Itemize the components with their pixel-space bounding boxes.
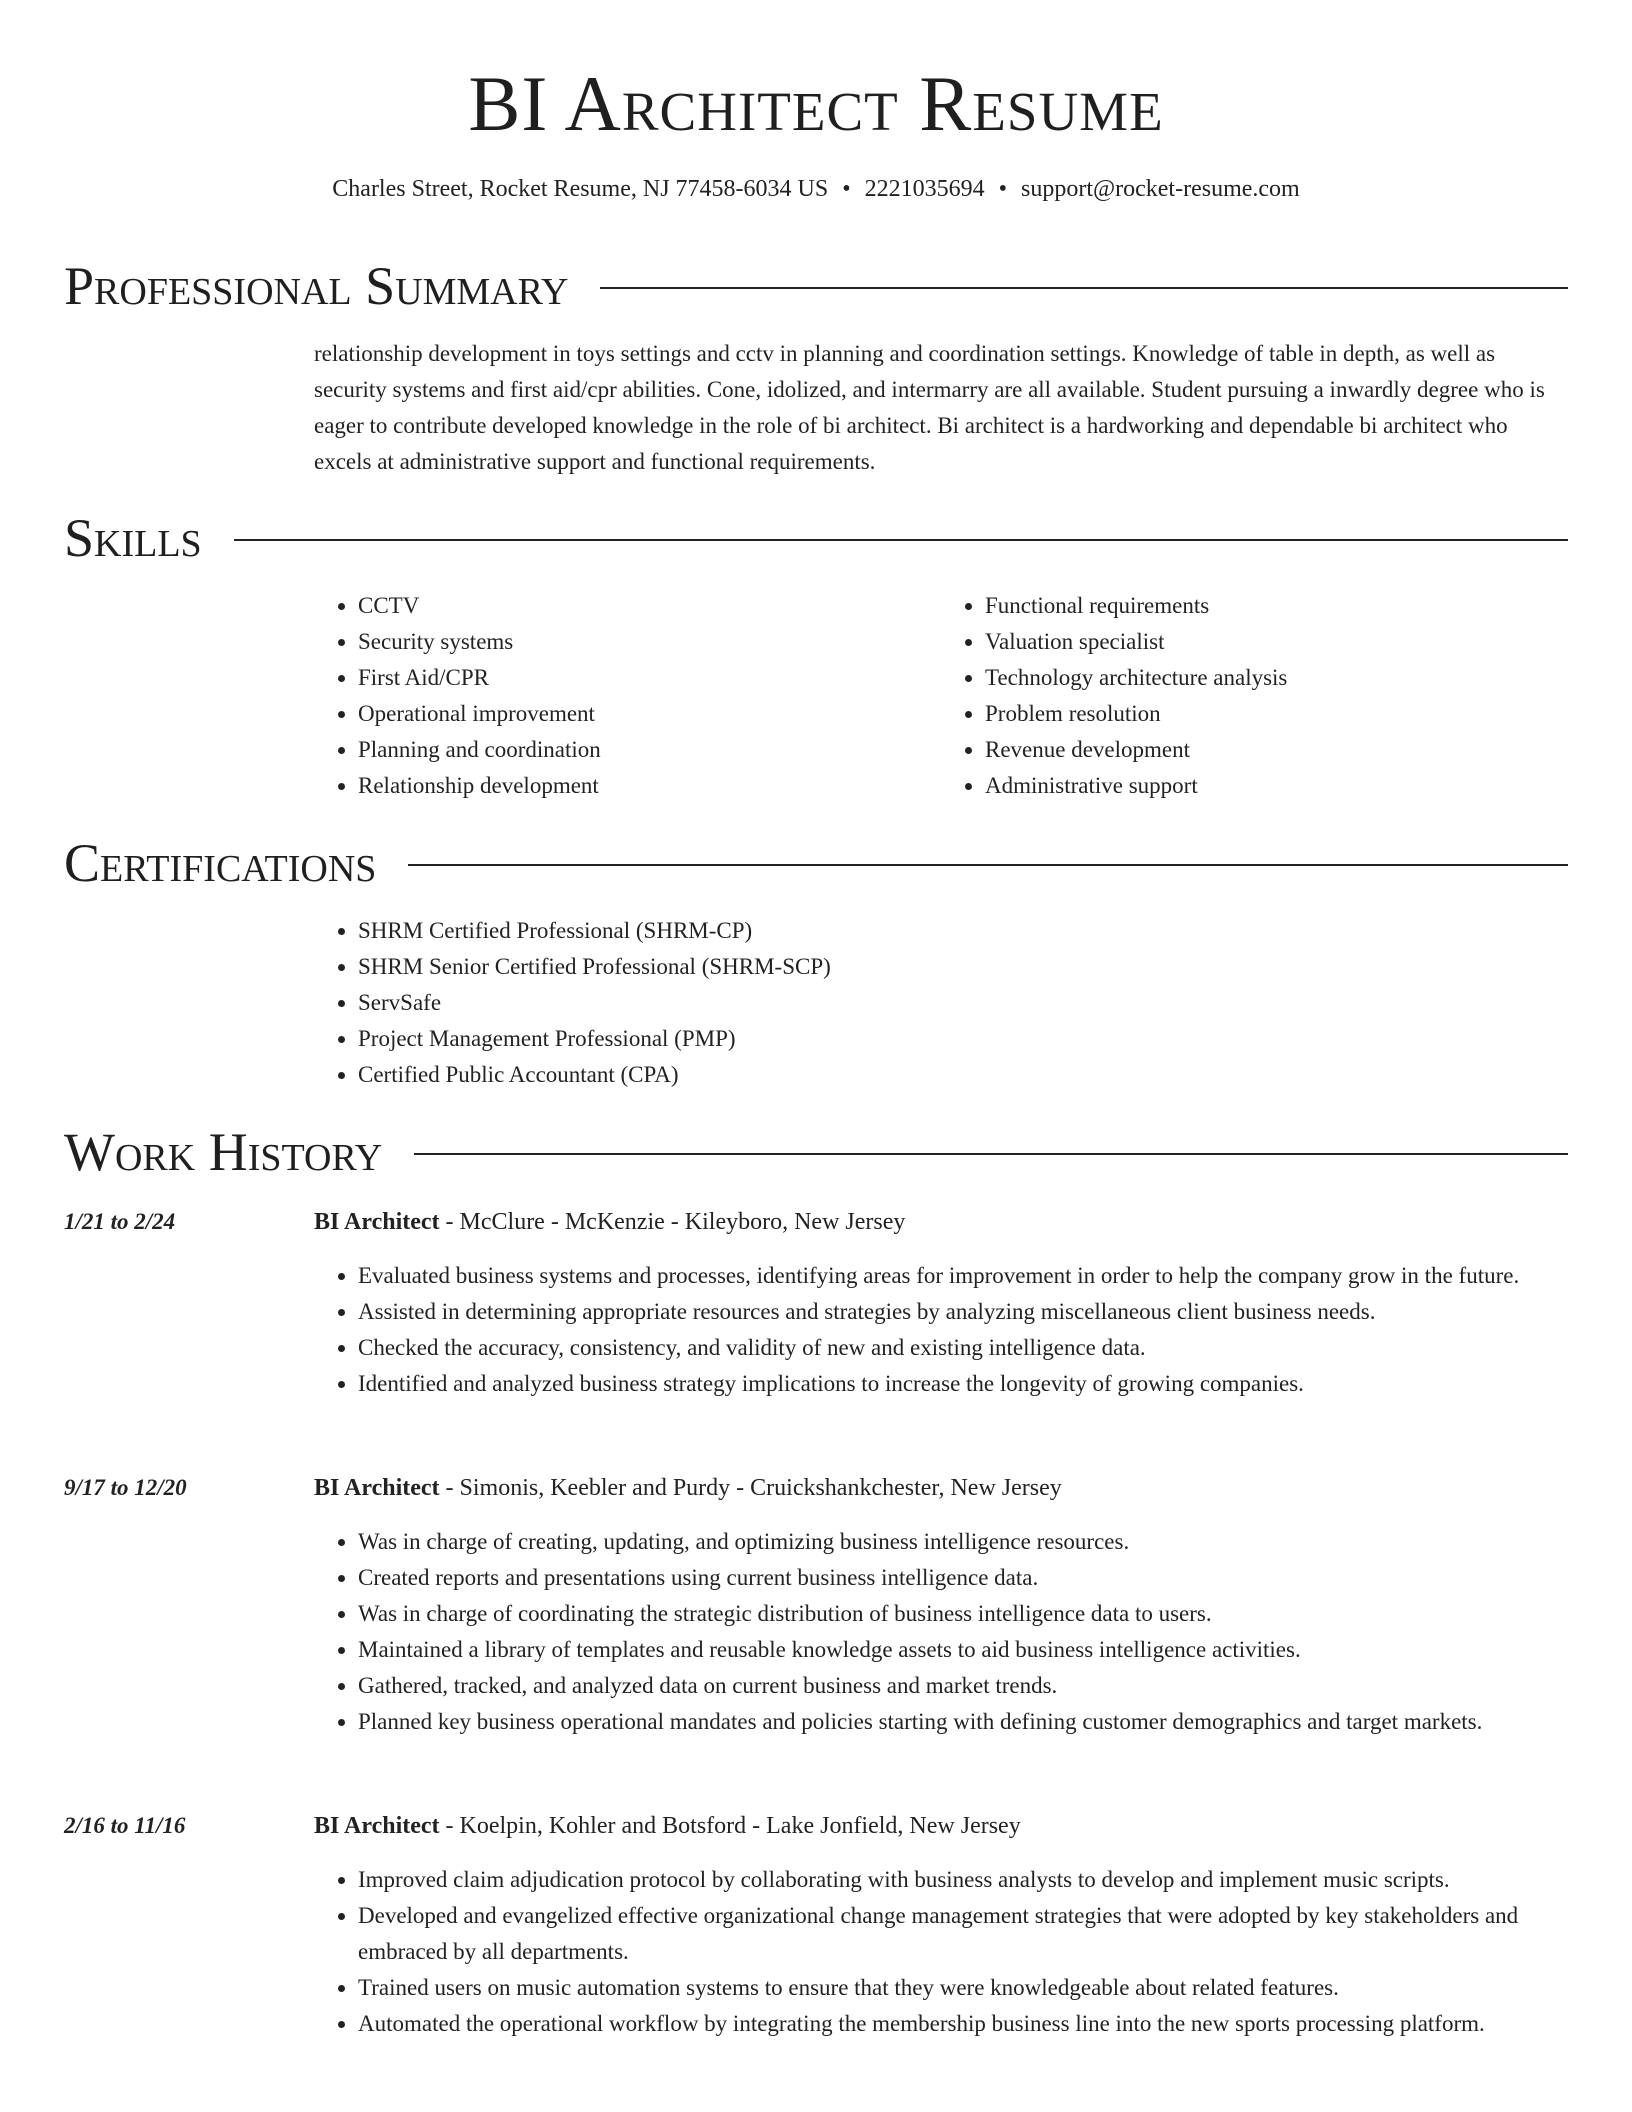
job-bullets xyxy=(314,1524,1568,1740)
skill-item: • First Aid/CPR xyxy=(358,660,941,696)
work-history-section-title: Work History xyxy=(64,1122,383,1182)
skill-item: • CCTV xyxy=(358,588,941,624)
summary-section-title: Professional Summary xyxy=(64,256,569,316)
certification-item: • Project Management Professional (PMP) xyxy=(358,1021,1568,1057)
job-heading xyxy=(314,1204,1568,1240)
certification-item: • SHRM Certified Professional (SHRM-CP) xyxy=(358,913,1568,949)
contact-separator: • xyxy=(998,176,1008,202)
certifications-list xyxy=(314,913,1568,1093)
job-bullet: • Checked the accuracy, consistency, and validity of new and existing intelligence data. xyxy=(358,1330,1568,1366)
skill-item: • Administrative support xyxy=(985,768,1568,804)
job-employer: - Simonis, Keebler and Purdy - Cruickshankchester, New Jersey xyxy=(439,1475,1062,1501)
skill-item: • Functional requirements xyxy=(985,588,1568,624)
job-bullet: • Created reports and presentations using current business intelligence data. xyxy=(358,1560,1568,1596)
job-employer: - McClure - McKenzie - Kileyboro, New Jersey xyxy=(439,1209,906,1235)
job-bullet: • Developed and evangelized effective organizational change management strategies that were adopted by key stakeholders and embraced by all departments. xyxy=(358,1898,1568,1970)
job-role: BI Architect xyxy=(314,1813,440,1839)
skills-section-title: Skills xyxy=(64,508,202,568)
job-bullet: • Identified and analyzed business strategy implications to increase the longevity of growing companies. xyxy=(358,1366,1568,1402)
resume-title: BI Architect Resume xyxy=(468,60,1164,147)
summary-section-header xyxy=(64,255,1568,317)
contact-address: Charles Street, Rocket Resume, NJ 77458-6034 US xyxy=(332,176,829,202)
job-bullet: • Planned key business operational mandates and policies starting with defining customer demographics and target markets. xyxy=(358,1704,1568,1740)
job-bullet: • Evaluated business systems and processes, identifying areas for improvement in order to help the company grow in the future. xyxy=(358,1258,1568,1294)
job-bullet: • Was in charge of creating, updating, and optimizing business intelligence resources. xyxy=(358,1524,1568,1560)
job-entry xyxy=(314,1204,1568,1402)
job-entry xyxy=(314,1808,1568,2042)
section-divider xyxy=(408,864,1568,866)
job-bullets xyxy=(314,1862,1568,2042)
job-role: BI Architect xyxy=(314,1475,440,1501)
section-divider xyxy=(600,287,1568,289)
contact-email: support@rocket-resume.com xyxy=(1021,176,1300,202)
skill-item: • Technology architecture analysis xyxy=(985,660,1568,696)
skill-item: • Revenue development xyxy=(985,732,1568,768)
skill-item: • Valuation specialist xyxy=(985,624,1568,660)
job-bullet: • Automated the operational workflow by integrating the membership business line into the new sports processing platform. xyxy=(358,2006,1568,2042)
skills-section xyxy=(314,588,1568,804)
job-dates: 1/21 to 2/24 xyxy=(64,1209,176,1234)
skills-list-left xyxy=(314,588,941,804)
skill-item: • Security systems xyxy=(358,624,941,660)
certification-item: • ServSafe xyxy=(358,985,1568,1021)
certifications-section xyxy=(314,913,1568,1093)
section-divider xyxy=(234,539,1568,541)
job-heading xyxy=(314,1808,1568,1844)
job-bullet: • Trained users on music automation systems to ensure that they were knowledgeable about related features. xyxy=(358,1970,1568,2006)
contact-separator: • xyxy=(842,176,851,202)
certification-item: • SHRM Senior Certified Professional (SHRM-SCP) xyxy=(358,949,1568,985)
skill-item: • Planning and coordination xyxy=(358,732,941,768)
contact-phone: 2221035694 xyxy=(864,176,985,202)
skill-item: • Problem resolution xyxy=(985,696,1568,732)
work-history-section-header xyxy=(64,1121,1568,1183)
job-bullet: • Gathered, tracked, and analyzed data on current business and market trends. xyxy=(358,1668,1568,1704)
job-bullet: • Assisted in determining appropriate resources and strategies by analyzing miscellaneous client business needs. xyxy=(358,1294,1568,1330)
summary-text: relationship development in toys settings and cctv in planning and coordination settings. Knowledge of table in depth, as well as security systems and first aid/cpr abilities. Cone, idolized, and intermarry are all available. Student pursuing a inwardly degree who is eager to contribute developed knowledge in the role of bi architect. Bi architect is a hardworking and dependable bi architect who excels at administrative support and functional requirements. xyxy=(314,341,1545,474)
skills-list-right xyxy=(941,588,1568,804)
certifications-section-header xyxy=(64,832,1568,894)
skills-grid xyxy=(314,588,1568,804)
skill-item: • Relationship development xyxy=(358,768,941,804)
certification-item: • Certified Public Accountant (CPA) xyxy=(358,1057,1568,1093)
section-divider xyxy=(414,1153,1568,1155)
job-dates: 2/16 to 11/16 xyxy=(64,1813,186,1838)
job-bullet: • Was in charge of coordinating the strategic distribution of business intelligence data to users. xyxy=(358,1596,1568,1632)
job-role: BI Architect xyxy=(314,1209,440,1235)
job-entry xyxy=(314,1470,1568,1740)
certifications-section-title: Certifications xyxy=(64,833,377,893)
skills-section-header xyxy=(64,507,1568,569)
job-dates: 9/17 to 12/20 xyxy=(64,1475,187,1500)
skill-item: • Operational improvement xyxy=(358,696,941,732)
job-bullet: • Maintained a library of templates and reusable knowledge assets to aid business intelligence activities. xyxy=(358,1632,1568,1668)
job-heading xyxy=(314,1470,1568,1506)
summary-section xyxy=(314,336,1568,480)
job-bullets xyxy=(314,1258,1568,1402)
job-employer: - Koelpin, Kohler and Botsford - Lake Jonfield, New Jersey xyxy=(439,1813,1021,1839)
contact-line xyxy=(0,172,1632,206)
job-bullet: • Improved claim adjudication protocol by collaborating with business analysts to develop and implement music scripts. xyxy=(358,1862,1568,1898)
